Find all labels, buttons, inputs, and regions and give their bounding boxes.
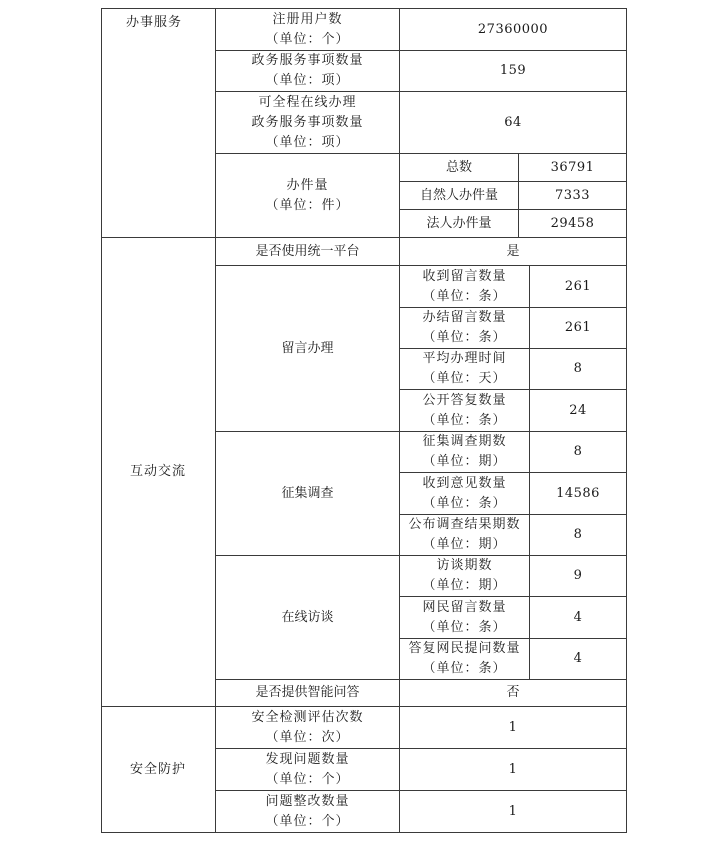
interview-replies-value: 4 bbox=[529, 638, 627, 680]
survey-label: 征集调查 bbox=[215, 431, 400, 556]
security-fixed-unit: （单位：个） bbox=[265, 813, 350, 829]
volume-total-value: 36791 bbox=[518, 153, 627, 182]
survey-opinions-label: 收到意见数量 bbox=[422, 475, 507, 491]
online-items-value: 64 bbox=[399, 91, 627, 154]
survey-periods-label: 征集调查期数 bbox=[422, 434, 507, 449]
messages-public-value: 24 bbox=[529, 389, 627, 432]
survey-results-label: 公布调查结果期数 bbox=[408, 517, 521, 532]
interview-periods-value: 9 bbox=[529, 555, 627, 597]
online-items-unit: （单位：项） bbox=[265, 134, 350, 150]
survey-periods-label-cell bbox=[399, 431, 530, 473]
unified-platform-value: 是 bbox=[399, 237, 627, 266]
survey-results-label-cell bbox=[399, 514, 530, 556]
messages-received-unit: （单位：条） bbox=[422, 288, 507, 304]
volume-person-label: 自然人办件量 bbox=[399, 181, 519, 210]
online-items-label-1: 可全程在线办理 bbox=[258, 94, 357, 110]
security-issues-label: 发现问题数量 bbox=[265, 751, 350, 767]
survey-opinions-unit: （单位：条） bbox=[422, 495, 507, 511]
security-fixed-value: 1 bbox=[399, 790, 627, 833]
registered-users-value: 27360000 bbox=[399, 8, 627, 51]
interview-messages-label: 网民留言数量 bbox=[422, 599, 507, 615]
security-checks-unit: （单位：次） bbox=[265, 729, 350, 745]
messages-received-label-cell bbox=[399, 265, 530, 308]
security-fixed-label-cell bbox=[215, 790, 400, 833]
security-checks-label-cell bbox=[215, 706, 400, 749]
interview-messages-label-cell bbox=[399, 596, 530, 639]
service-items-label: 政务服务事项数量 bbox=[251, 53, 364, 68]
section-security-label: 安全防护 bbox=[130, 761, 187, 777]
section-security bbox=[101, 706, 216, 833]
interview-label: 在线访谈 bbox=[215, 555, 400, 680]
messages-avgtime-label-cell bbox=[399, 348, 530, 390]
messages-closed-label: 办结留言数量 bbox=[422, 310, 507, 325]
messages-received-label: 收到留言数量 bbox=[422, 268, 507, 284]
survey-results-unit: （单位：期） bbox=[422, 537, 507, 552]
survey-opinions-label-cell bbox=[399, 472, 530, 515]
volume-total-label: 总数 bbox=[399, 153, 519, 182]
security-checks-label: 安全检测评估次数 bbox=[251, 709, 364, 725]
messages-avgtime-value: 8 bbox=[529, 348, 627, 390]
interview-messages-value: 4 bbox=[529, 596, 627, 639]
messages-closed-label-cell bbox=[399, 307, 530, 349]
survey-periods-value: 8 bbox=[529, 431, 627, 473]
messages-avgtime-unit: （单位：天） bbox=[422, 371, 507, 386]
messages-public-label-cell bbox=[399, 389, 530, 432]
registered-users-label: 注册用户数 bbox=[272, 11, 343, 27]
security-checks-value: 1 bbox=[399, 706, 627, 749]
messages-closed-value: 261 bbox=[529, 307, 627, 349]
messages-closed-unit: （单位：条） bbox=[422, 330, 507, 345]
section-service-label: 办事服务 bbox=[126, 15, 183, 30]
security-fixed-label: 问题整改数量 bbox=[265, 793, 350, 809]
interview-periods-label-cell bbox=[399, 555, 530, 597]
section-interaction bbox=[101, 237, 216, 707]
interview-messages-unit: （单位：条） bbox=[422, 619, 507, 635]
volume-label: 办件量 bbox=[286, 177, 329, 193]
section-service bbox=[101, 8, 216, 238]
interview-replies-unit: （单位：条） bbox=[422, 661, 507, 676]
interview-replies-label-cell bbox=[399, 638, 530, 680]
security-issues-unit: （单位：个） bbox=[265, 771, 350, 787]
survey-opinions-value: 14586 bbox=[529, 472, 627, 515]
smart-qa-value: 否 bbox=[399, 679, 627, 707]
registered-users-unit: （单位：个） bbox=[265, 31, 350, 47]
interview-periods-unit: （单位：期） bbox=[422, 578, 507, 593]
online-items-label-cell bbox=[215, 91, 400, 154]
messages-avgtime-label: 平均办理时间 bbox=[422, 351, 507, 366]
section-interaction-label: 互动交流 bbox=[130, 464, 187, 479]
volume-label-cell bbox=[215, 153, 400, 238]
messages-label: 留言办理 bbox=[215, 265, 400, 432]
survey-periods-unit: （单位：期） bbox=[422, 454, 507, 469]
unified-platform-label: 是否使用统一平台 bbox=[215, 237, 400, 266]
volume-unit: （单位：件） bbox=[265, 197, 350, 213]
messages-public-label: 公开答复数量 bbox=[422, 392, 507, 408]
service-items-label-cell bbox=[215, 50, 400, 92]
security-issues-label-cell bbox=[215, 748, 400, 791]
messages-received-value: 261 bbox=[529, 265, 627, 308]
messages-public-unit: （单位：条） bbox=[422, 412, 507, 428]
smart-qa-label: 是否提供智能问答 bbox=[215, 679, 400, 707]
survey-results-value: 8 bbox=[529, 514, 627, 556]
interview-replies-label: 答复网民提问数量 bbox=[408, 641, 521, 656]
security-issues-value: 1 bbox=[399, 748, 627, 791]
service-items-value: 159 bbox=[399, 50, 627, 92]
interview-periods-label: 访谈期数 bbox=[436, 558, 493, 573]
volume-person-value: 7333 bbox=[518, 181, 627, 210]
volume-legal-value: 29458 bbox=[518, 209, 627, 238]
service-items-unit: （单位：项） bbox=[265, 73, 350, 88]
volume-legal-label: 法人办件量 bbox=[399, 209, 519, 238]
registered-users-label-cell bbox=[215, 8, 400, 51]
online-items-label-2: 政务服务事项数量 bbox=[251, 114, 364, 130]
